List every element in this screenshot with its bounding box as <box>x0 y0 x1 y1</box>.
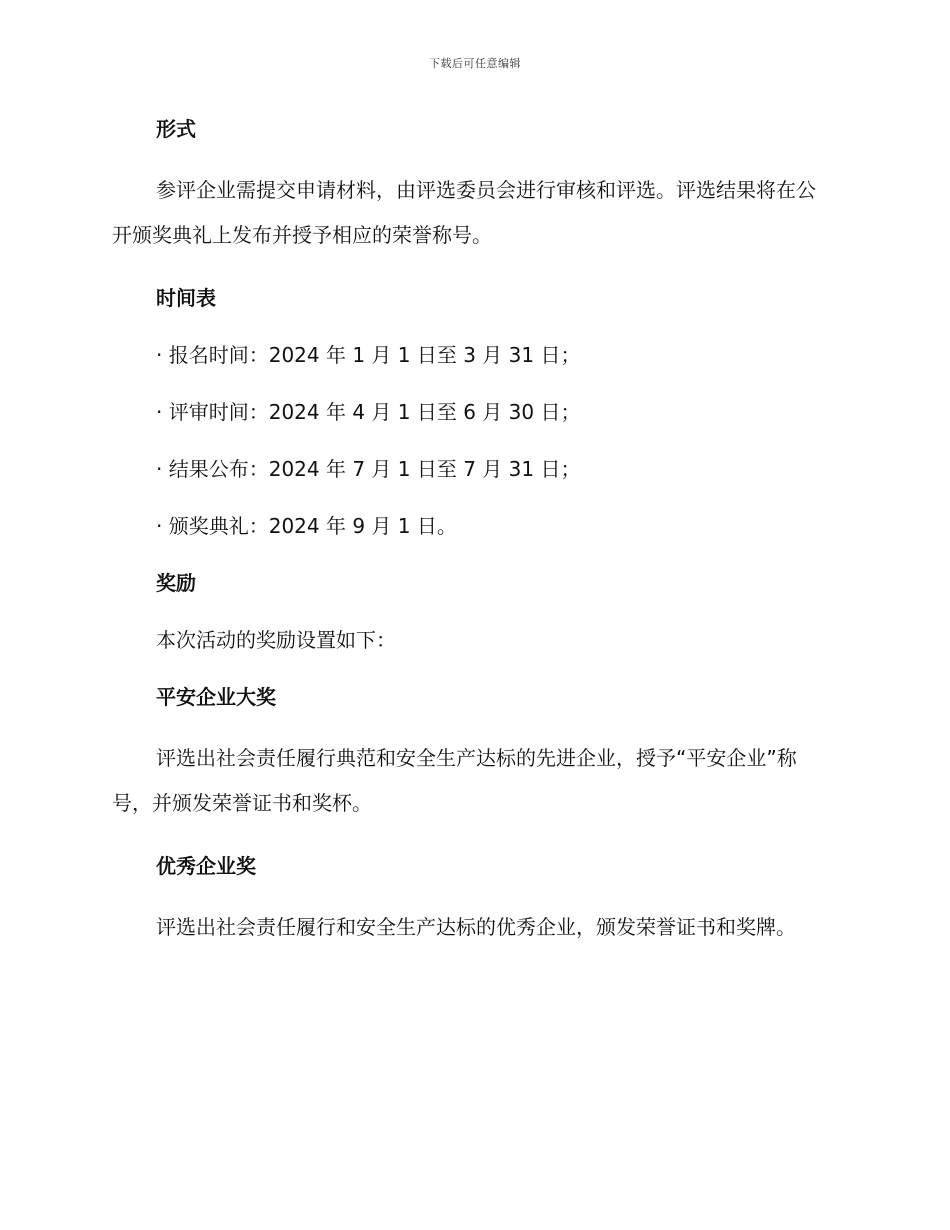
section-heading-schedule: 时间表 <box>156 286 216 310</box>
section-heading-grand-award: 平安企业大奖 <box>156 685 276 709</box>
schedule-item: · 颁奖典礼：2024 年 9 月 1 日。 <box>156 514 457 538</box>
schedule-item: · 评审时间：2024 年 4 月 1 日至 6 月 30 日； <box>156 400 581 424</box>
section-paragraph-awards: 本次活动的奖励设置如下： <box>156 628 396 652</box>
document-body <box>112 112 832 950</box>
section-paragraph-excellent-award: 评选出社会责任履行和安全生产达标的优秀企业，颁发荣誉证书和奖牌。 <box>156 915 796 939</box>
section-heading-excellent-award: 优秀企业奖 <box>156 854 256 878</box>
schedule-item: · 报名时间：2024 年 1 月 1 日至 3 月 31 日； <box>156 343 581 367</box>
header-note: 下载后可任意编辑 <box>429 57 521 70</box>
schedule-item: · 结果公布：2024 年 7 月 1 日至 7 月 31 日； <box>156 457 581 481</box>
section-heading-awards: 奖励 <box>156 571 196 595</box>
section-paragraph-form: 参评企业需提交申请材料，由评选委员会进行审核和评选。评选结果将在公开颁奖典礼上发布并授予相应的荣誉称号。 <box>112 178 816 247</box>
section-heading-form: 形式 <box>156 117 196 141</box>
section-paragraph-grand-award: 评选出社会责任履行典范和安全生产达标的先进企业，授予“平安企业”称号，并颁发荣誉证书和奖杯。 <box>112 746 797 815</box>
